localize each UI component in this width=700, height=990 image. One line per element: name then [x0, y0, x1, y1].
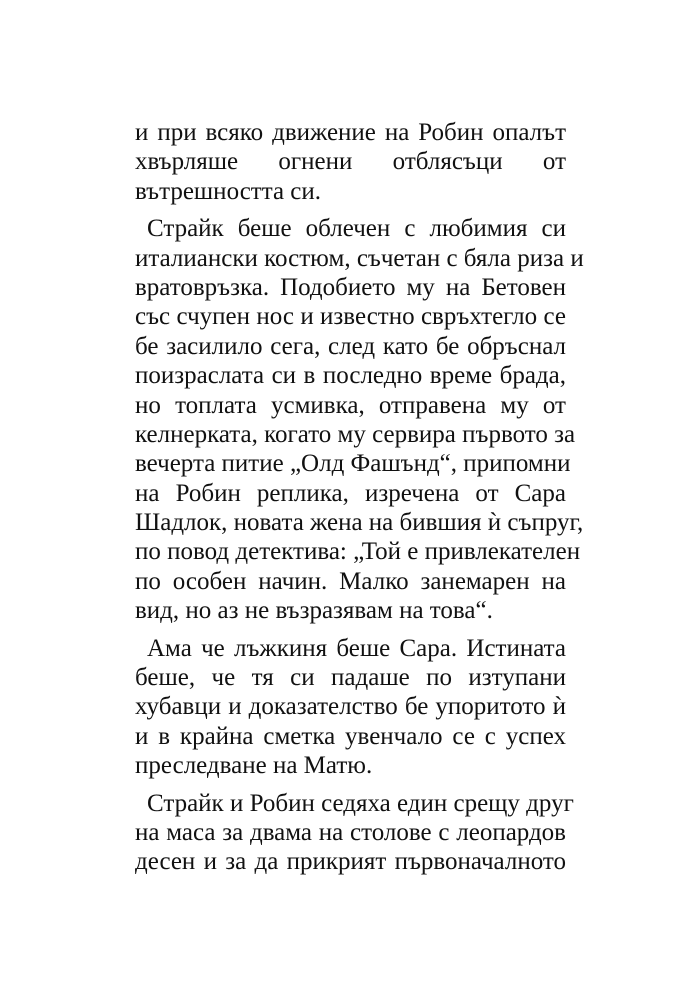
text-line: на Робин реплика, изречена от Сара — [135, 479, 566, 507]
text-line: Шадлок, новата жена на бившия ѝ съпруг, — [135, 509, 584, 537]
text-line: вечерта питие „Олд Фашънд“, припомни — [135, 450, 571, 478]
paragraph-4 — [135, 789, 574, 877]
text-line: и при всяко движение на Робин опалът — [135, 119, 566, 146]
text-line: по особен начин. Малко занемарен на — [135, 567, 566, 595]
text-line: бе засилило сега, след като бе обръснал — [135, 332, 566, 360]
text-line: със счупен нос и известно свръхтегло се — [135, 303, 566, 331]
text-line: преследване на Матю. — [135, 752, 373, 780]
text-line: на маса за двама на столове с леопардов — [135, 818, 566, 846]
text-line: поизраслата си в последно време брада, — [135, 362, 566, 390]
paragraph-2 — [135, 214, 584, 625]
text-line: Страйк и Робин седяха един срещу друг — [147, 789, 574, 817]
text-line: вид, но аз не възразявам на това“. — [135, 597, 493, 625]
text-line: но топлата усмивка, отправена му от — [135, 391, 566, 419]
text-line: беше, че тя си падаше по изтупани — [135, 664, 566, 692]
paragraph-1 — [135, 118, 566, 206]
text-line: вътрешността си. — [135, 177, 322, 205]
body-text — [135, 118, 584, 877]
text-line: вратовръзка. Подобието му на Бетовен — [135, 273, 566, 301]
text-line: хубавци и доказателство бе упоритото ѝ — [135, 693, 566, 721]
text-line: Страйк беше облечен с любимия си — [147, 215, 566, 243]
text-line: и в крайна сметка увенчало се с успех — [135, 722, 566, 750]
text-line: по повод детектива: „Той е привлекателен — [135, 538, 581, 566]
text-line: италиански костюм, съчетан с бяла риза и — [135, 244, 584, 272]
paragraph-3 — [135, 634, 566, 781]
text-line: Ама че лъжкиня беше Сара. Истината — [147, 634, 566, 662]
text-line: келнерката, когато му сервира първото за — [135, 420, 576, 448]
text-line: десен и за да прикрият първоначалното — [135, 848, 566, 876]
text-line: хвърляше огнени отблясъци от — [135, 148, 566, 176]
